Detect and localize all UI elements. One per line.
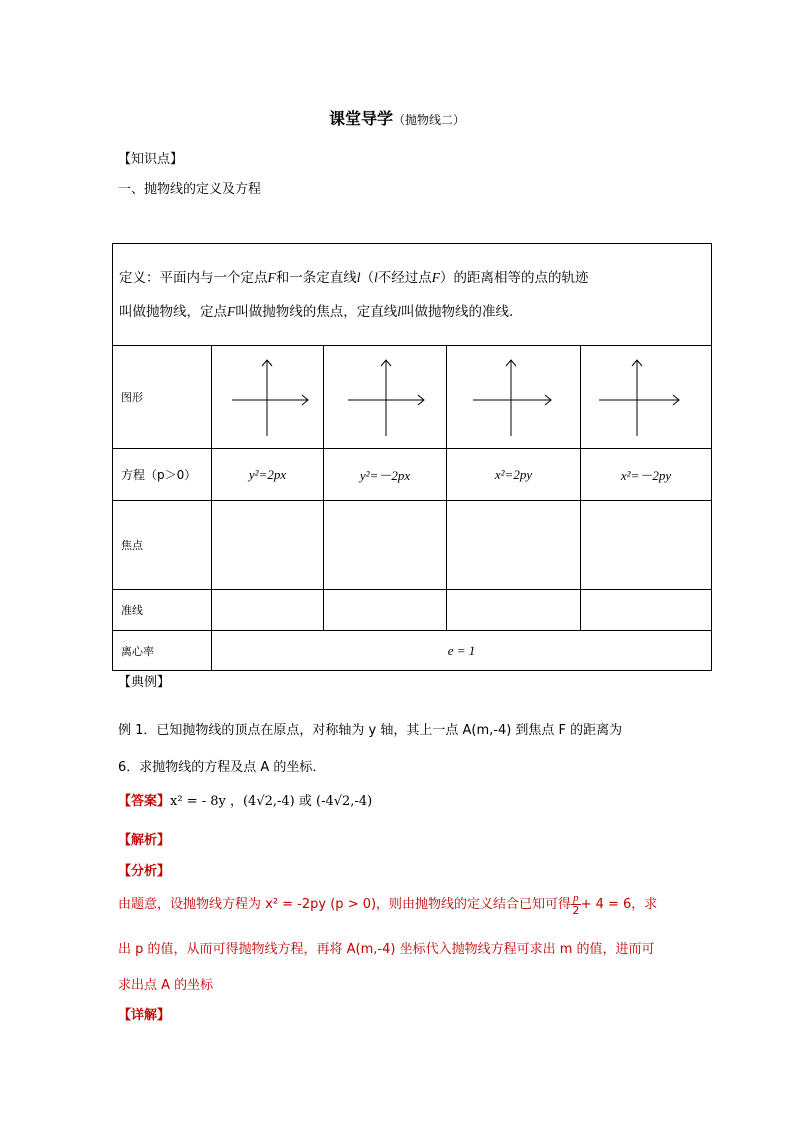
answer-line xyxy=(118,790,372,809)
frac-den: 2 xyxy=(572,904,580,917)
directrix-cell xyxy=(212,590,324,631)
fenxi-line-2: 出 p 的值，从而可得抛物线方程，再将 A(m,-4) 坐标代入抛物线方程可求出 m 的值，进而可 xyxy=(118,942,655,957)
definition-cell xyxy=(113,244,712,346)
equation-cell: x²=2py xyxy=(447,449,581,501)
section-example: 【典例】 xyxy=(118,675,171,690)
focus-cell xyxy=(581,501,712,590)
analysis-label: 【解析】 xyxy=(118,833,171,848)
def-text: 叫做抛物线的焦点，定直线 xyxy=(235,303,398,320)
title-main: 课堂导学 xyxy=(328,109,393,128)
directrix-cell xyxy=(581,590,712,631)
graph-cell xyxy=(581,346,712,449)
example-line-1: 例 1．已知抛物线的顶点在原点，对称轴为 y 轴，其上一点 A(m,-4) 到焦点 F 的距离为 xyxy=(118,723,623,738)
eccentricity-value: e = 1 xyxy=(212,631,712,671)
fenxi-label: 【分析】 xyxy=(118,864,171,879)
focus-cell xyxy=(447,501,581,590)
page-title xyxy=(0,106,794,129)
def-text: ）的距离相等的点的轨迹 xyxy=(440,269,589,286)
section-knowledge: 【知识点】 xyxy=(118,152,184,167)
def-text: （ xyxy=(360,269,375,286)
def-var: l xyxy=(356,269,361,285)
def-var: l xyxy=(397,303,402,319)
def-text: 定义：平面内与一个定点 xyxy=(119,269,268,286)
def-var: F xyxy=(431,269,441,285)
equation-cell: y²=2px xyxy=(212,449,324,501)
detail-label: 【详解】 xyxy=(118,1008,171,1023)
directrix-cell xyxy=(324,590,447,631)
graph-cell xyxy=(447,346,581,449)
def-text: 和一条定直线 xyxy=(275,269,357,286)
answer-text: x² = - 8y ，(4√2,-4) 或 (-4√2,-4) xyxy=(170,794,373,809)
answer-label: 【答案】 xyxy=(118,794,171,809)
row-label-directrix: 准线 xyxy=(113,590,212,631)
def-var: F xyxy=(267,269,276,285)
axes-icon xyxy=(581,346,710,445)
row-label-eccentricity: 离心率 xyxy=(113,631,212,671)
row-label-focus: 焦点 xyxy=(113,501,212,590)
frac-num: p xyxy=(573,892,579,904)
fenxi-line-3: 求出点 A 的坐标 xyxy=(118,978,214,993)
row-label-graph: 图形 xyxy=(113,346,212,449)
def-text: 不经过点 xyxy=(377,269,432,286)
directrix-cell xyxy=(447,590,581,631)
row-label-equation: 方程（p＞0） xyxy=(113,449,212,501)
parabola-table xyxy=(112,243,712,671)
fenxi-line-1 xyxy=(118,892,657,917)
axes-icon xyxy=(324,346,445,445)
fenxi-text: 由题意，设抛物线方程为 x² = -2py (p > 0)，则由抛物线的定义结合已知可得 xyxy=(118,897,572,912)
graph-cell xyxy=(324,346,447,449)
fenxi-text: + 4 = 6，求 xyxy=(580,897,658,912)
title-sub: （抛物线二） xyxy=(393,113,466,127)
axes-icon xyxy=(447,346,579,445)
def-text: 叫做抛物线的准线. xyxy=(401,303,514,320)
equation-cell: y²=－2px xyxy=(324,449,447,501)
def-var: l xyxy=(374,269,378,285)
focus-cell xyxy=(324,501,447,590)
example-line-2: 6．求抛物线的方程及点 A 的坐标． xyxy=(118,760,326,775)
graph-cell xyxy=(212,346,324,449)
def-var: F xyxy=(227,303,236,319)
focus-cell xyxy=(212,501,324,590)
axes-icon xyxy=(212,346,322,445)
equation-cell: x²=－2py xyxy=(581,449,712,501)
section-one-heading: 一、抛物线的定义及方程 xyxy=(118,182,262,197)
def-text: 叫做抛物线，定点 xyxy=(119,303,227,320)
fraction-p-over-2 xyxy=(571,892,581,917)
